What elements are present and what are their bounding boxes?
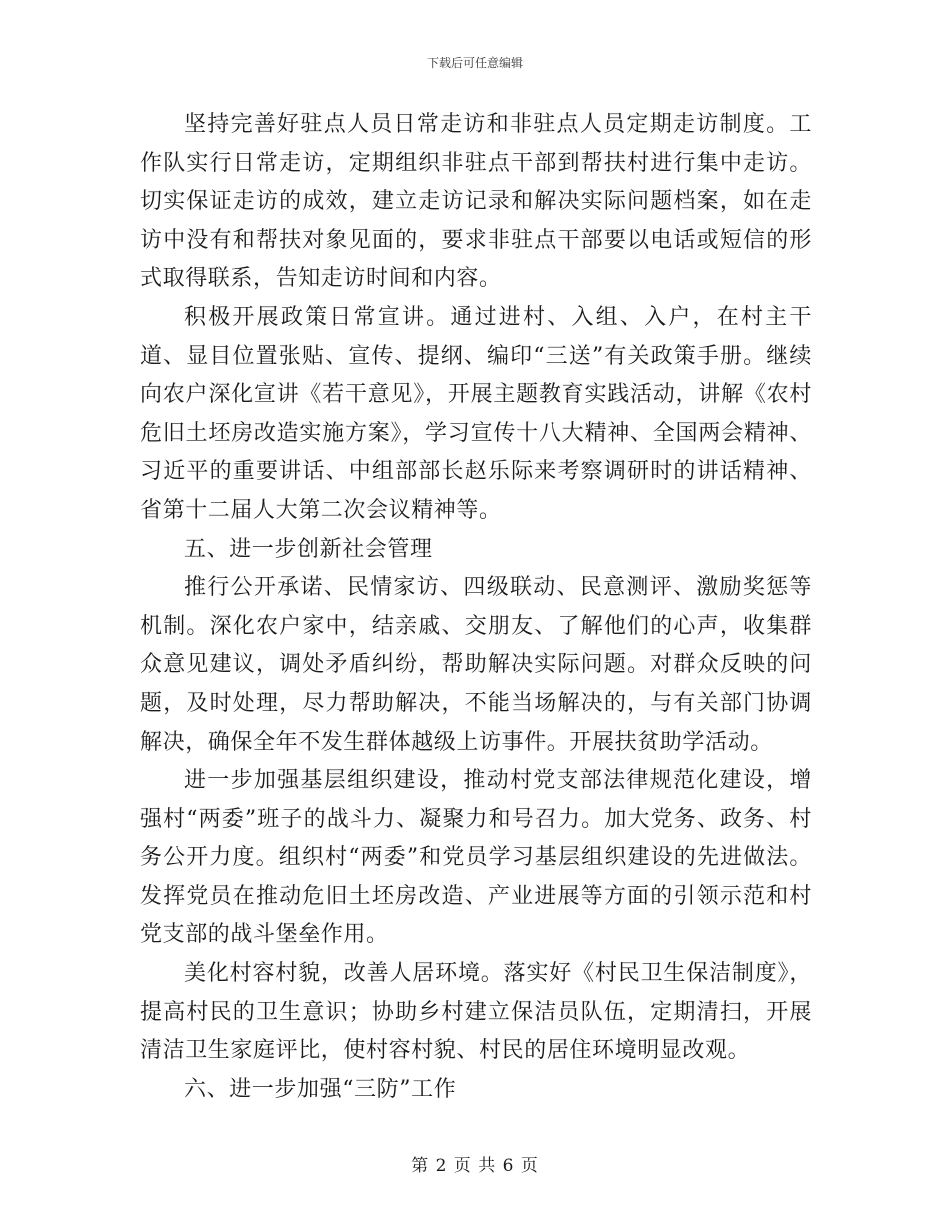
paragraph-mechanisms: 推行公开承诺、民情家访、四级联动、民意测评、激励奖惩等机制。深化农户家中，结亲戚、交朋友、了解他们的心声，收集群众意见建议，调处矛盾纠纷，帮助解决实际问题。对群众反映的问题，及时处理，尽力帮助解决，不能当场解决的，与有关部门协调解决，确保全年不发生群体越级上访事件。开展扶贫助学活动。 [140, 575, 812, 755]
page-header-note: 下载后可任意编辑 [426, 56, 523, 70]
page-number: 第 2 页 共 6 页 [411, 1156, 539, 1176]
paragraph-village-environment: 美化村容村貌，改善人居环境。落实好《村民卫生保洁制度》，提高村民的卫生意识；协助乡村建立保洁员队伍，定期清扫，开展清洁卫生家庭评比，使村容村貌、村民的居住环境明显改观。 [140, 961, 812, 1064]
document-body [140, 106, 812, 1109]
section-heading-three-defenses: 六、进一步加强“三防”工作 [184, 1076, 457, 1102]
paragraph-policy-promotion: 积极开展政策日常宣讲。通过进村、入组、入户，在村主干道、显目位置张贴、宣传、提纲、编印“三送”有关政策手册。继续向农户深化宣讲《若干意见》，开展主题教育实践活动，讲解《农村危旧土坯房改造实施方案》，学习宣传十八大精神、全国两会精神、习近平的重要讲话、中组部部长赵乐际来考察调研时的讲话精神、省第十二届人大第二次会议精神等。 [140, 304, 812, 523]
paragraph-grassroots-organization: 进一步加强基层组织建设，推动村党支部法律规范化建设，增强村“两委”班子的战斗力、凝聚力和号召力。加大党务、政务、村务公开力度。组织村“两委”和党员学习基层组织建设的先进做法。发挥党员在推动危旧土坯房改造、产业进展等方面的引领示范和村党支部的战斗堡垒作用。 [140, 768, 812, 948]
paragraph-visits: 坚持完善好驻点人员日常走访和非驻点人员定期走访制度。工作队实行日常走访，定期组织非驻点干部到帮扶村进行集中走访。切实保证走访的成效，建立走访记录和解决实际问题档案，如在走访中没有和帮扶对象见面的，要求非驻点干部要以电话或短信的形式取得联系，告知走访时间和内容。 [140, 112, 812, 292]
section-heading-social-management: 五、进一步创新社会管理 [184, 536, 433, 562]
